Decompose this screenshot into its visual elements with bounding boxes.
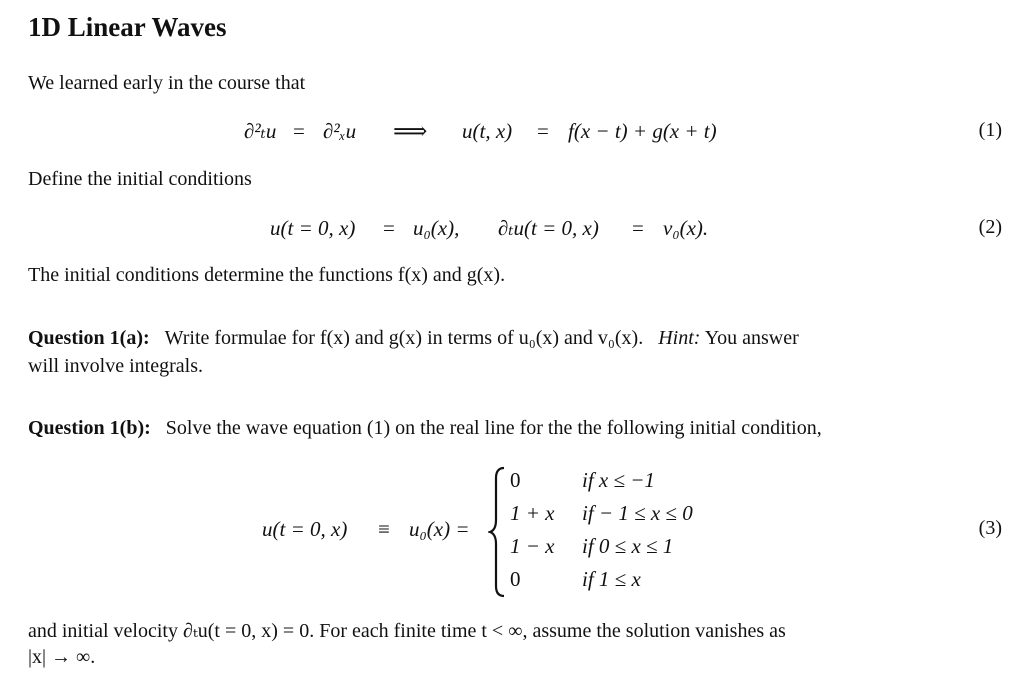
eq2-number: (2) (978, 216, 1002, 238)
eq1-rhs: ∂²ₓu (323, 119, 357, 143)
case-2-condition: if − 1 ≤ x ≤ 0 (582, 501, 693, 525)
eq3-number: (3) (978, 517, 1002, 539)
eq2-c: ∂ₜu(t = 0, x) (498, 216, 599, 240)
case-2-value: 1 + x (510, 501, 555, 525)
eq1-equals: = (293, 119, 305, 143)
question-1a-label: Question 1(a): (28, 327, 150, 349)
section-title: 1D Linear Waves (28, 12, 227, 42)
question-1b-text: Solve the wave equation (1) on the real line for the the following initial condition, (165, 417, 822, 439)
eq1-implies: ⟹ (393, 119, 428, 145)
eq1-solution-rhs: f(x − t) + g(x + t) (568, 119, 717, 143)
question-1a-line2: will involve integrals. (28, 355, 203, 377)
question-1a-hint: You answer (704, 327, 799, 349)
eq1-solution: u(t, x) (462, 119, 513, 143)
intro-text: We learned early in the course that (28, 72, 306, 94)
question-1a-text: Write formulae for f(x) and g(x) in terms of u₀(x) and v₀(x). (164, 327, 644, 349)
eq3-u0: u₀(x) = (409, 517, 470, 541)
question-1b-label: Question 1(b): (28, 417, 151, 439)
final-line-2: |x| → ∞. (28, 646, 96, 668)
case-1-value: 0 (510, 468, 521, 492)
eq2-d: v₀(x). (663, 216, 709, 240)
case-4-value: 0 (510, 567, 521, 591)
case-3-value: 1 − x (510, 534, 555, 558)
final-line-1: and initial velocity ∂ₜu(t = 0, x) = 0. For each finite time t < ∞, assume the solution vanishes as (28, 620, 786, 642)
eq1-equals-2: = (537, 119, 549, 143)
eq2-b: u₀(x), (413, 216, 460, 240)
case-3-condition: if 0 ≤ x ≤ 1 (582, 534, 674, 558)
question-1b (28, 417, 822, 440)
case-1-condition: if x ≤ −1 (582, 468, 655, 492)
case-4-condition: if 1 ≤ x (582, 567, 641, 591)
eq2-equals-2: = (632, 216, 644, 240)
eq1-number: (1) (978, 119, 1002, 141)
eq2-equals: = (383, 216, 395, 240)
eq3-equiv: ≡ (378, 517, 390, 541)
question-1a-hint-label: Hint: (658, 327, 701, 349)
eq2-a: u(t = 0, x) (270, 216, 356, 240)
eq1-lhs: ∂²ₜu (244, 119, 277, 143)
determine-text: The initial conditions determine the functions f(x) and g(x). (28, 264, 506, 286)
left-brace-icon (488, 466, 506, 598)
define-text: Define the initial conditions (28, 168, 252, 190)
eq3-lhs: u(t = 0, x) (262, 517, 348, 541)
